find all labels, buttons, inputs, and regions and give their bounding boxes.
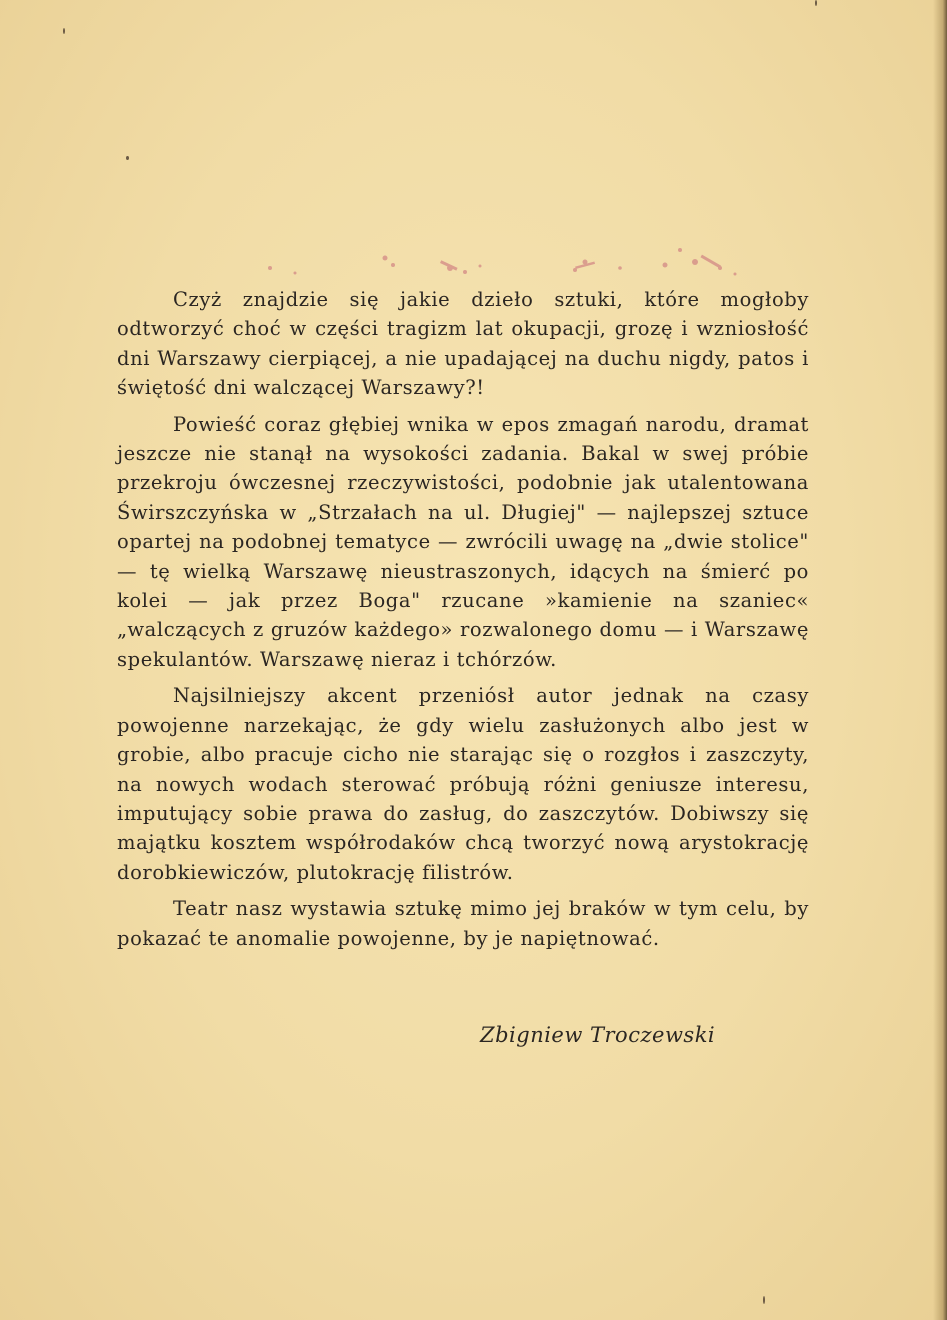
paper-speck bbox=[126, 156, 129, 160]
paragraph-4: Teatr nasz wystawia sztukę mimo jej braków w tym celu, by pokazać te anomalie powojenne, by je napiętnować. bbox=[117, 897, 809, 950]
body-text bbox=[117, 285, 809, 960]
paragraph-3: Najsilniejszy akcent przeniósł autor jednak na czasy powojenne narzekając, że gdy wielu zasłużonych albo jest w grobie, albo pracuje cicho nie starając się o rozgłos i zaszczyty, na nowych wodach sterować próbują różni geniusze interesu, imputujący sobie prawa do zasług, do zaszczytów. Dobiwszy się majątku kosztem współrodaków chcą tworzyć nową arystokrację dorobkiewiczów, plutokrację filistrów. bbox=[117, 684, 809, 884]
paragraph-2: Powieść coraz głębiej wnika w epos zmagań narodu, dramat jeszcze nie stanął na wysokości zadania. Bakal w swej próbie przekroju ówczesnej rzeczywistości, podobnie jak utalentowana Świrszczyńska w „Strzałach na ul. Długiej" — najlepszej sztuce opartej na podobnej tematyce — zwrócili uwagę na „dwie stolice" — tę wielką Warszawę nieustraszonych, idących na śmierć po kolei — jak przez Boga" rzucane »kamienie na szaniec« „walczących z gruzów każdego» rozwalonego domu — i Warszawę spekulantów. Warszawę nieraz i tchórzów. bbox=[117, 412, 809, 671]
author-signature: Zbigniew Troczewski bbox=[480, 1023, 716, 1047]
faded-stamp-smudge bbox=[175, 240, 775, 290]
paper-speck bbox=[815, 0, 817, 6]
paper-speck bbox=[763, 1296, 765, 1304]
paper-speck bbox=[63, 28, 65, 34]
page-edge-shadow bbox=[933, 0, 947, 1320]
paragraph-1: Czyż znajdzie się jakie dzieło sztuki, które mogłoby odtworzyć choć w części tragizm lat okupacji, grozę i wzniosłość dni Warszawy cierpiącej, a nie upadającej na duchu nigdy, patos i świętość dni walczącej Warszawy?! bbox=[117, 288, 809, 400]
